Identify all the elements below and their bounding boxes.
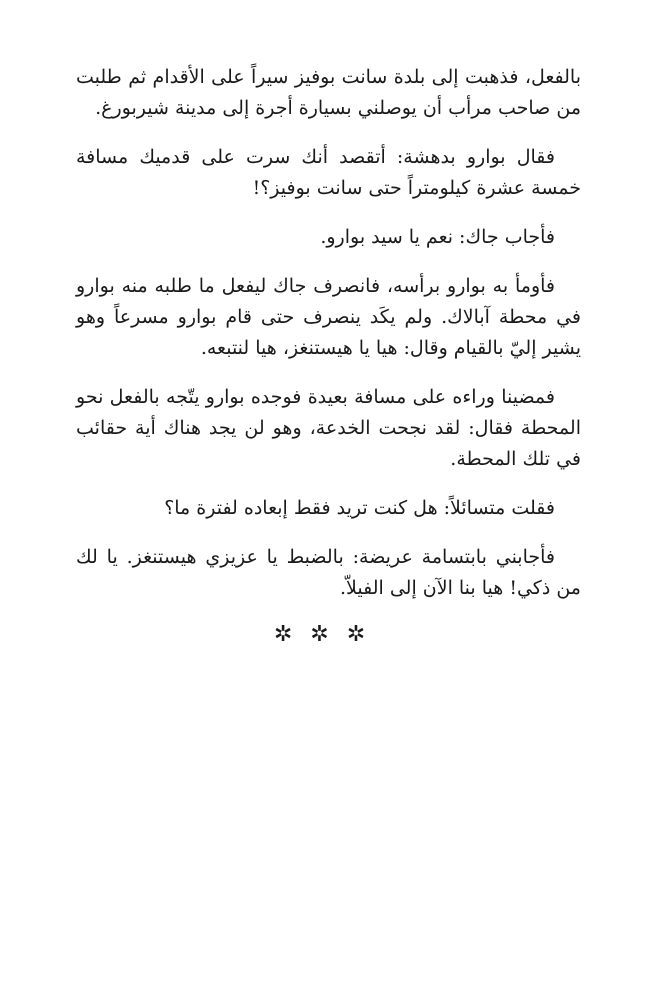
- paragraph-2: فقال بوارو بدهشة: أتقصد أنك سرت على قدميك مسافة خمسة عشرة كيلومتراً حتى سانت بوفيز؟!: [76, 146, 581, 199]
- paragraph-5: فمضينا وراءه على مسافة بعيدة فوجده بوارو يتّجه بالفعل نحو المحطة فقال: لقد نجحت الخدعة، وهو لن يجد هناك أية حقائب في تلك المحطة.: [76, 386, 581, 470]
- paragraph-3: فأجاب جاك: نعم يا سيد بوارو.: [320, 226, 555, 248]
- section-break-ornament: ✲✲✲: [273, 622, 384, 647]
- paragraph-4: فأومأ به بوارو برأسه، فانصرف جاك ليفعل ما طلبه منه بوارو في محطة آبالاك. ولم يكَد ينصرف حتى قام بوارو مسرعاً وهو يشير إليّ بالقيام وقال: هيا يا هيستنغز، هيا لنتبعه.: [76, 275, 582, 359]
- paragraph-6: فقلت متسائلاً: هل كنت تريد فقط إبعاده لفترة ما؟: [164, 497, 555, 519]
- paragraph-1: بالفعل، فذهبت إلى بلدة سانت بوفيز سيراً على الأقدام ثم طلبت من صاحب مرأب أن يوصلني بسيارة أجرة إلى مدينة شيربورغ.: [76, 66, 581, 119]
- book-page: [76, 62, 581, 647]
- paragraph-7: فأجابني بابتسامة عريضة: بالضبط يا عزيزي هيستنغز. يا لك من ذكي! هيا بنا الآن إلى الفيلاّ.: [76, 546, 581, 599]
